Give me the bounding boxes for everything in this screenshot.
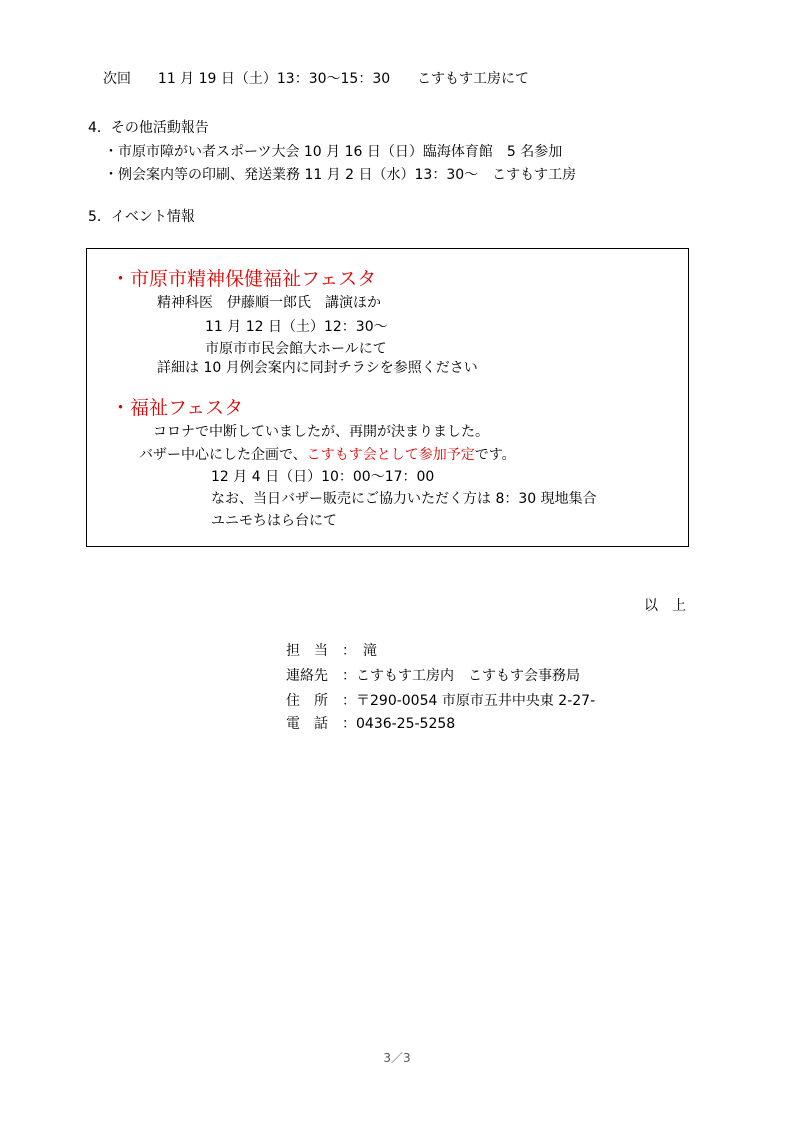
event2-bazaar (139, 446, 516, 464)
event2-detail: なお、当日バザー販売にご協力いただく方は 8：30 現地集合 (211, 491, 597, 507)
event1-bullet: ・ (111, 268, 131, 290)
contact-label: 連絡先 (286, 668, 328, 684)
event2-bazaar-prefix: バザー中心にした企画で、 (139, 447, 307, 463)
contact-value: ：〒290-0054 市原市五井中央東 2-27- (342, 693, 596, 709)
event2-title-text: 福祉フェスタ (130, 397, 244, 419)
contact-value: ：こすもす工房内 こすもす会事務局 (342, 668, 580, 684)
section4-heading: 4．その他活動報告 (88, 120, 209, 136)
contact-row (286, 692, 595, 710)
event2-line: コロナで中断していましたが、再開が決まりました。 (153, 424, 489, 440)
contact-value: ： 滝 (342, 643, 377, 659)
event2-bullet: ・ (111, 397, 131, 419)
event2-detail: 12 月 4 日（日）10：00〜17：00 (211, 469, 435, 485)
contact-row (286, 667, 580, 685)
event2-bazaar-suffix: です。 (474, 447, 516, 463)
contact-label: 住 所 (286, 693, 328, 709)
next-meeting-datetime: 11 月 19 日（土）13：30〜15：30 (157, 71, 391, 87)
contact-row (286, 715, 455, 733)
event2-bazaar-highlight: こすもす会として参加予定 (306, 447, 475, 463)
section4-item: ・例会案内等の印刷、発送業務 11 月 2 日（水）13：30〜 こすもす工房 (104, 167, 577, 183)
event1-line: 精神科医 伊藤順一郎氏 講演ほか (157, 295, 381, 311)
event-box (86, 248, 689, 547)
event1-line: 詳細は 10 月例会案内に同封チラシを参照ください (157, 360, 478, 376)
contact-label: 担 当 (286, 643, 328, 659)
event1-title (111, 267, 376, 291)
event2-title (111, 396, 243, 420)
event2-detail: ユニモちはら台にて (211, 513, 337, 529)
next-meeting (103, 70, 529, 88)
event1-title-text: 市原市精神保健福祉フェスタ (130, 268, 377, 290)
page-number: 3／3 (383, 1051, 411, 1065)
next-meeting-place: こすもす工房にて (417, 71, 530, 87)
contact-label: 電 話 (286, 716, 328, 732)
section4-item: ・市原市障がい者スポーツ大会 10 月 16 日（日）臨海体育館 5 名参加 (104, 144, 563, 160)
event1-line: 11 月 12 日（土）12：30〜 (205, 319, 388, 335)
closing-text: 以 上 (644, 598, 686, 614)
contact-row (286, 642, 377, 660)
next-meeting-label: 次回 (103, 71, 131, 87)
section5-heading: 5．イベント情報 (88, 209, 195, 225)
event1-line: 市原市市民会館大ホールにて (205, 341, 387, 357)
contact-value: ：0436-25-5258 (342, 716, 456, 732)
